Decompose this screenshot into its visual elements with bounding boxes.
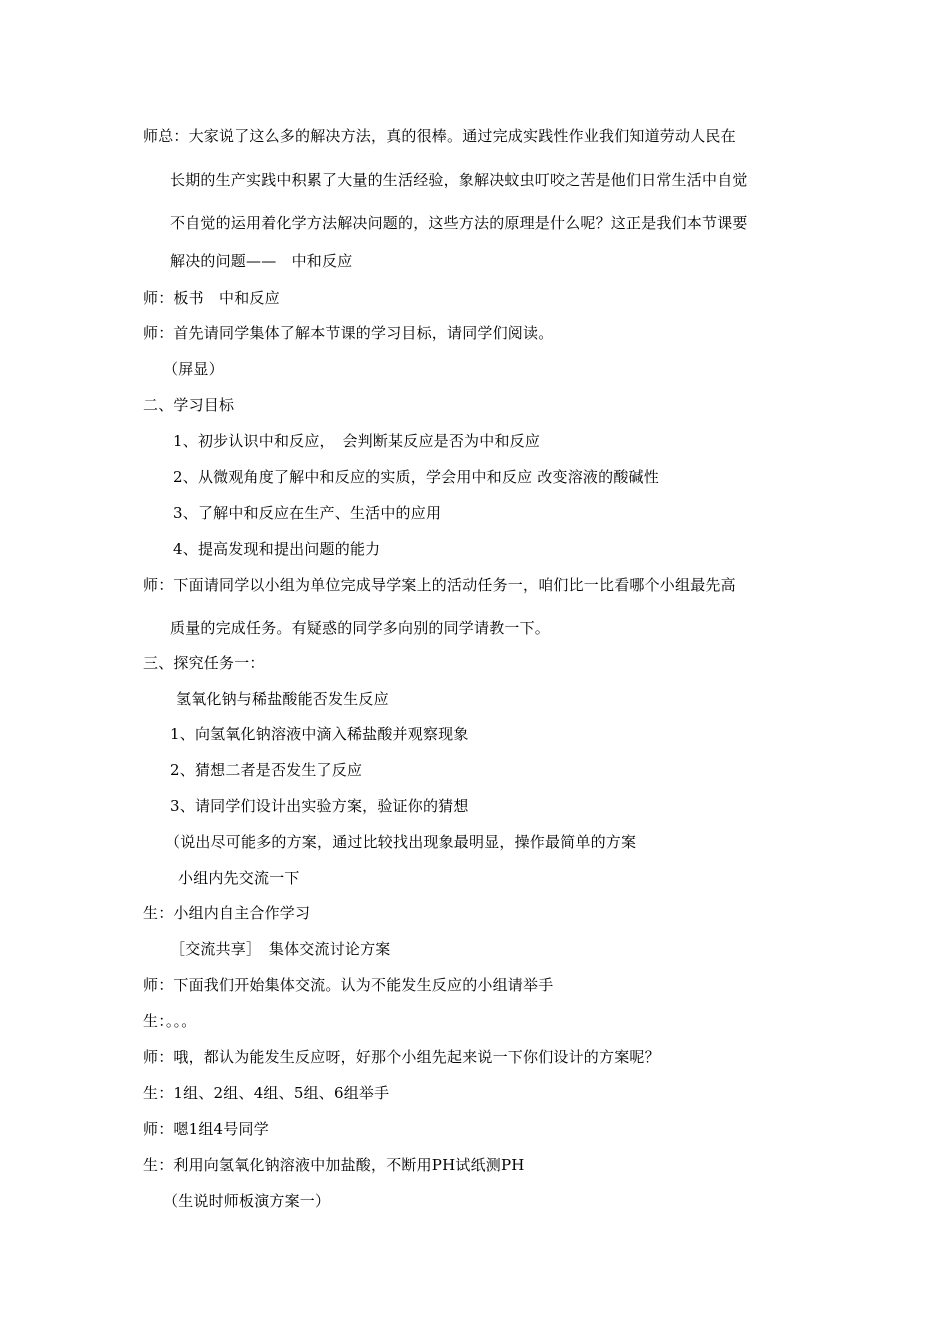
line-student-group-study: 生：小组内自主合作学习 <box>143 904 311 922</box>
line-screen-display: （屏显） <box>163 360 224 378</box>
line-student-silence: 生：。。。 <box>143 1012 197 1030</box>
paragraph-group-task-cont: 质量的完成任务。有疑惑的同学多向别的同学请教一下。 <box>170 619 551 637</box>
line-read-goals: 师：首先请同学集体了解本节课的学习目标，请同学们阅读。 <box>143 324 554 342</box>
line-teacher-call-student: 师：嗯1组4号同学 <box>143 1120 269 1138</box>
line-student-raise-hands: 生：1组、2组、4组、5组、6组举手 <box>143 1084 390 1102</box>
line-exchange-share: ［交流共享］ 集体交流讨论方案 <box>170 940 391 958</box>
task-item-3: 3、请同学们设计出实验方案，验证你的猜想 <box>170 797 469 815</box>
task-item-2: 2、猜想二者是否发生了反应 <box>170 761 363 779</box>
paragraph-group-task: 师：下面请同学以小组为单位完成导学案上的活动任务一，咱们比一比看哪个小组最先高 <box>143 576 736 594</box>
line-blackboard: 师：板书 中和反应 <box>143 289 280 307</box>
task-item-1: 1、向氢氧化钠溶液中滴入稀盐酸并观察现象 <box>170 725 469 743</box>
paragraph-teacher-summary-cont-1: 长期的生产实践中积累了大量的生活经验，象解决蚊虫叮咬之苦是他们日常生活中自觉 <box>170 171 748 189</box>
line-student-plan-one: 生：利用向氢氧化钠溶液中加盐酸，不断用PH试纸测PH <box>143 1156 525 1174</box>
section-heading-goals: 二、学习目标 <box>143 396 235 414</box>
section-heading-task-one: 三、探究任务一： <box>143 654 265 672</box>
goal-item-2: 2、从微观角度了解中和反应的实质，学会用中和反应 改变溶液的酸碱性 <box>173 468 659 486</box>
task-note: （说出尽可能多的方案，通过比较找出现象最明显，操作最简单的方案 <box>165 833 637 851</box>
goal-item-3: 3、了解中和反应在生产、生活中的应用 <box>173 504 442 522</box>
paragraph-teacher-summary-cont-3: 解决的问题—— 中和反应 <box>170 252 353 270</box>
task-discuss: 小组内先交流一下 <box>178 869 300 887</box>
line-teacher-board-plan: （生说时师板演方案一） <box>163 1192 331 1210</box>
goal-item-4: 4、提高发现和提出问题的能力 <box>173 540 381 558</box>
task-question: 氢氧化钠与稀盐酸能否发生反应 <box>176 690 389 708</box>
line-teacher-begin-exchange: 师：下面我们开始集体交流。认为不能发生反应的小组请举手 <box>143 976 554 994</box>
line-teacher-ask-plan: 师：哦，都认为能发生反应呀，好那个小组先起来说一下你们设计的方案呢？ <box>143 1048 660 1066</box>
paragraph-teacher-summary: 师总：大家说了这么多的解决方法，真的很棒。通过完成实践性作业我们知道劳动人民在 <box>143 127 736 145</box>
goal-item-1: 1、初步认识中和反应， 会判断某反应是否为中和反应 <box>173 432 541 450</box>
paragraph-teacher-summary-cont-2: 不自觉的运用着化学方法解决问题的，这些方法的原理是什么呢？这正是我们本节课要 <box>170 214 748 232</box>
